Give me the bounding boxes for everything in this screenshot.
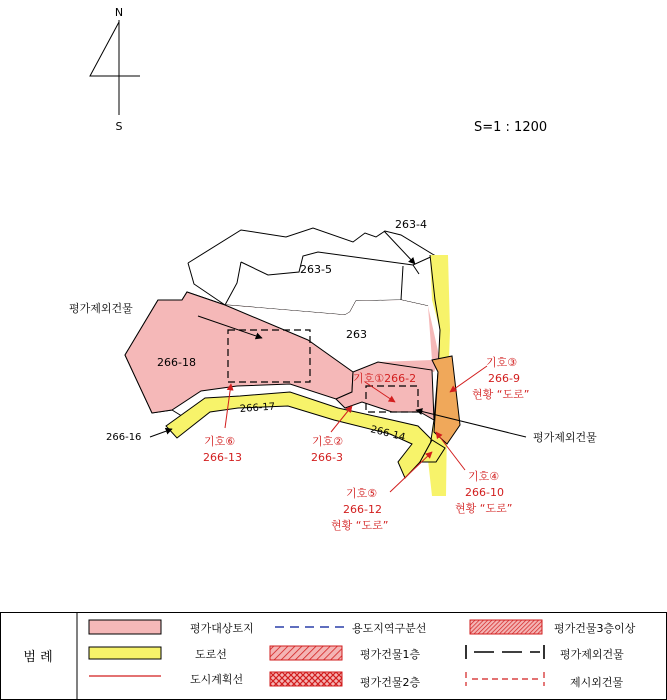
- compass-south-label: S: [115, 120, 123, 133]
- legend-label-3: 도로선: [195, 648, 227, 661]
- legend-label-6: 도시계획선: [190, 673, 244, 686]
- north-arrow-icon: [90, 20, 140, 115]
- legend: [1, 612, 667, 700]
- legend-swatch-red-hatch-dense: [470, 620, 542, 634]
- callout-c4-line1: 기호④: [468, 470, 500, 483]
- callout-c5-line1: 기호⑤: [346, 487, 378, 500]
- parcel-label-266-17: 266-17: [239, 401, 276, 415]
- legend-label-0: 평가대상토지: [190, 622, 254, 635]
- legend-label-5: 평가제외건물: [560, 648, 624, 661]
- legend-swatch-yellow: [89, 647, 161, 659]
- callout-c3-line2: 266-9: [488, 372, 520, 385]
- legend-swatch-red-crosshatch: [270, 672, 342, 686]
- callout-c4-line2: 266-10: [465, 486, 504, 499]
- legend-label-7: 평가건물2층: [360, 676, 421, 689]
- callout-c2-line1: 기호②: [312, 435, 344, 448]
- callout-c5-line2: 266-12: [343, 503, 382, 516]
- parcel-label-266-16: 266-16: [106, 432, 142, 443]
- callout-c2-line2: 266-3: [311, 451, 343, 464]
- callout-c3-line3: 현황 “도로”: [472, 388, 530, 401]
- callout-excluded-building-right: 평가제외건물: [533, 431, 597, 444]
- legend-label-8: 제시외건물: [570, 676, 624, 689]
- callout-c4-line3: 현황 “도로”: [455, 502, 513, 515]
- callout-c5-line3: 현황 “도로”: [331, 519, 389, 532]
- parcel-label-263-4: 263-4: [395, 218, 427, 231]
- legend-title: 범 례: [23, 650, 53, 665]
- callout-c6-line1: 기호⑥: [204, 435, 236, 448]
- legend-label-2: 평가건물3층이상: [554, 622, 636, 635]
- legend-label-4: 평가건물1층: [360, 648, 421, 661]
- callout-c1: 기호①266-2: [353, 372, 417, 385]
- legend-swatch-pink: [89, 620, 161, 634]
- parcel-label-263: 263: [346, 328, 367, 341]
- compass-north-label: N: [114, 6, 124, 19]
- callout-c6-line2: 266-13: [203, 451, 242, 464]
- callout-excluded-building-top: 평가제외건물: [69, 302, 133, 315]
- parcel-label-263-5: 263-5: [300, 263, 332, 276]
- parcel-266-9: [432, 356, 460, 444]
- legend-label-1: 용도지역구분선: [352, 622, 427, 635]
- legend-swatch-red-hatch: [270, 646, 342, 660]
- callout-c3-line1: 기호③: [486, 356, 518, 369]
- scale-label: S=1 : 1200: [474, 120, 548, 135]
- parcel-label-266-14: 266-14: [369, 424, 407, 444]
- parcel-label-266-18: 266-18: [157, 356, 196, 369]
